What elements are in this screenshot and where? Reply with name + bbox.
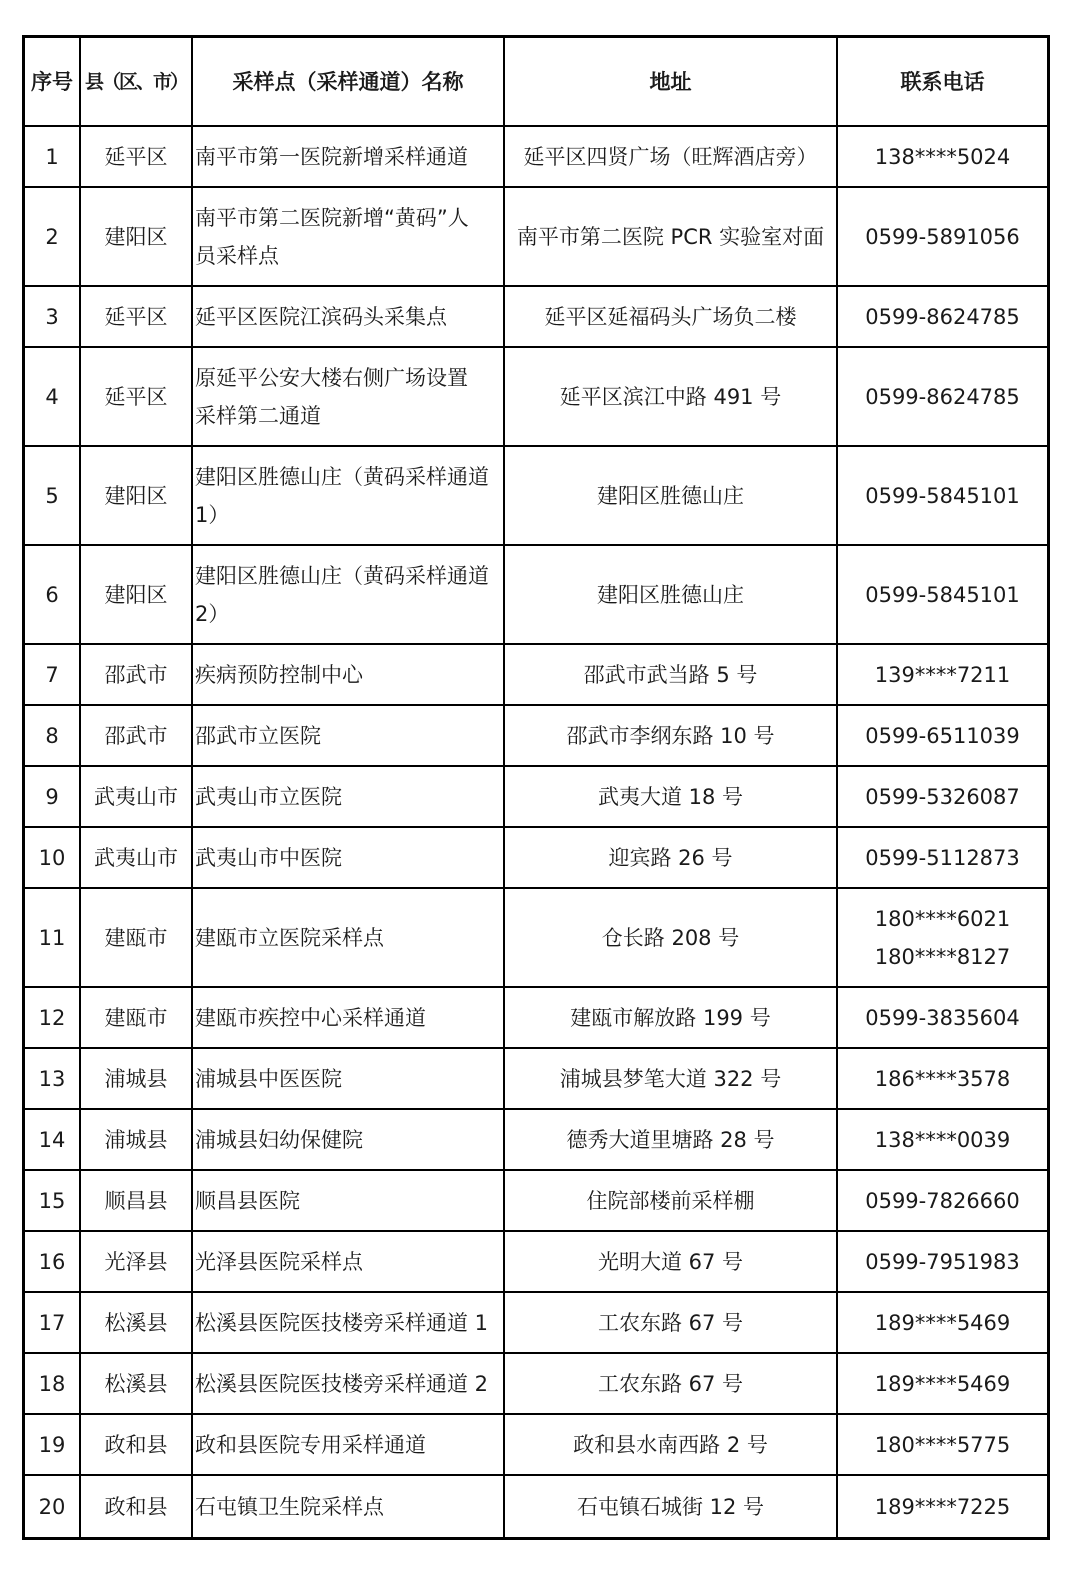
row-index: 10 bbox=[38, 845, 66, 870]
table-row bbox=[25, 706, 1047, 767]
row-phone-line: 0599-8624785 bbox=[865, 384, 1020, 409]
header-address-label: 地址 bbox=[649, 69, 692, 94]
table-row bbox=[25, 828, 1047, 889]
row-phone-line: 189****5469 bbox=[874, 1371, 1011, 1396]
row-site-name-line: 浦城县妇幼保健院 bbox=[195, 1127, 363, 1152]
row-index: 5 bbox=[45, 483, 59, 508]
cell-county bbox=[81, 188, 193, 285]
cell-phone bbox=[838, 645, 1047, 704]
cell-address bbox=[505, 1171, 838, 1230]
row-phone-line: 0599-6511039 bbox=[865, 723, 1020, 748]
cell-county bbox=[81, 127, 193, 186]
cell-site-name bbox=[193, 348, 505, 445]
row-address: 住院部楼前采样棚 bbox=[586, 1188, 755, 1213]
table-row bbox=[25, 767, 1047, 828]
cell-address bbox=[505, 546, 838, 643]
row-site-name-line: 建瓯市疾控中心采样通道 bbox=[195, 1005, 426, 1030]
cell-phone bbox=[838, 889, 1047, 986]
table-row bbox=[25, 188, 1047, 287]
row-site-name-line: 松溪县医院医技楼旁采样通道 1 bbox=[195, 1310, 489, 1335]
cell-phone bbox=[838, 1293, 1047, 1352]
cell-site-name bbox=[193, 889, 505, 986]
row-index: 4 bbox=[45, 384, 59, 409]
cell-phone bbox=[838, 1415, 1047, 1474]
cell-phone bbox=[838, 767, 1047, 826]
cell-site-name bbox=[193, 1293, 505, 1352]
row-index: 1 bbox=[45, 144, 59, 169]
row-address: 武夷大道 18 号 bbox=[597, 784, 744, 809]
row-county: 邵武市 bbox=[104, 662, 168, 687]
cell-index bbox=[25, 447, 81, 544]
table-row bbox=[25, 1110, 1047, 1171]
row-index: 2 bbox=[45, 224, 59, 249]
header-phone-label: 联系电话 bbox=[900, 69, 985, 94]
cell-address bbox=[505, 127, 838, 186]
row-county: 松溪县 bbox=[104, 1310, 168, 1335]
cell-index bbox=[25, 1049, 81, 1108]
cell-site-name bbox=[193, 828, 505, 887]
row-site-name-line: 疾病预防控制中心 bbox=[195, 662, 363, 687]
row-county: 延平区 bbox=[104, 144, 168, 169]
row-county: 松溪县 bbox=[104, 1371, 168, 1396]
cell-phone bbox=[838, 1232, 1047, 1291]
row-county: 建阳区 bbox=[104, 582, 168, 607]
cell-county bbox=[81, 447, 193, 544]
header-address bbox=[505, 38, 838, 125]
sampling-sites-table bbox=[22, 35, 1050, 1540]
cell-index bbox=[25, 988, 81, 1047]
header-site-name bbox=[193, 38, 505, 125]
row-index: 20 bbox=[38, 1494, 66, 1519]
table-row bbox=[25, 1171, 1047, 1232]
cell-index bbox=[25, 1293, 81, 1352]
row-address: 建阳区胜德山庄 bbox=[597, 582, 744, 607]
cell-county bbox=[81, 1415, 193, 1474]
cell-site-name bbox=[193, 1476, 505, 1537]
row-index: 6 bbox=[45, 582, 59, 607]
row-address: 建瓯市解放路 199 号 bbox=[570, 1005, 771, 1030]
cell-address bbox=[505, 1049, 838, 1108]
cell-index bbox=[25, 188, 81, 285]
row-county: 延平区 bbox=[104, 384, 168, 409]
table-row bbox=[25, 1049, 1047, 1110]
cell-site-name bbox=[193, 188, 505, 285]
cell-site-name bbox=[193, 706, 505, 765]
row-phone-line: 0599-3835604 bbox=[865, 1005, 1020, 1030]
cell-site-name bbox=[193, 1049, 505, 1108]
row-index: 3 bbox=[45, 304, 59, 329]
row-site-name-line: 延平区医院江滨码头采集点 bbox=[195, 304, 447, 329]
row-site-name-line: 光泽县医院采样点 bbox=[195, 1249, 363, 1274]
row-index: 16 bbox=[38, 1249, 66, 1274]
row-index: 7 bbox=[45, 662, 59, 687]
row-phone-line: 0599-5891056 bbox=[865, 224, 1020, 249]
cell-site-name bbox=[193, 1232, 505, 1291]
table-row bbox=[25, 287, 1047, 348]
row-site-name-line: 建阳区胜德山庄（黄码采样通道 bbox=[195, 563, 489, 588]
cell-phone bbox=[838, 127, 1047, 186]
row-phone-line: 180****5775 bbox=[874, 1432, 1011, 1457]
cell-index bbox=[25, 546, 81, 643]
cell-index bbox=[25, 645, 81, 704]
header-county bbox=[81, 38, 193, 125]
cell-county bbox=[81, 706, 193, 765]
row-phone-line: 186****3578 bbox=[874, 1066, 1011, 1091]
row-phone-line: 0599-7951983 bbox=[865, 1249, 1020, 1274]
cell-county bbox=[81, 1476, 193, 1537]
cell-index bbox=[25, 1354, 81, 1413]
row-address: 工农东路 67 号 bbox=[597, 1371, 744, 1396]
header-county-label: 县（区、市） bbox=[84, 70, 187, 93]
cell-site-name bbox=[193, 1110, 505, 1169]
row-address: 延平区滨江中路 491 号 bbox=[559, 384, 782, 409]
row-phone-line: 189****5469 bbox=[874, 1310, 1011, 1335]
cell-address bbox=[505, 767, 838, 826]
cell-index bbox=[25, 1171, 81, 1230]
row-phone-line: 138****5024 bbox=[874, 144, 1011, 169]
row-site-name-line: 武夷山市立医院 bbox=[195, 784, 342, 809]
row-index: 8 bbox=[45, 723, 59, 748]
table-row bbox=[25, 127, 1047, 188]
cell-site-name bbox=[193, 1415, 505, 1474]
row-county: 邵武市 bbox=[104, 723, 168, 748]
header-index bbox=[25, 38, 81, 125]
cell-site-name bbox=[193, 287, 505, 346]
cell-phone bbox=[838, 546, 1047, 643]
cell-address bbox=[505, 1415, 838, 1474]
row-county: 浦城县 bbox=[104, 1127, 168, 1152]
row-index: 9 bbox=[45, 784, 59, 809]
row-county: 延平区 bbox=[104, 304, 168, 329]
table-row bbox=[25, 1293, 1047, 1354]
row-site-name-line: 建瓯市立医院采样点 bbox=[195, 925, 384, 950]
cell-index bbox=[25, 1232, 81, 1291]
row-address: 延平区四贤广场（旺辉酒店旁） bbox=[523, 144, 818, 169]
table-row bbox=[25, 348, 1047, 447]
cell-county bbox=[81, 767, 193, 826]
row-site-name-line: 南平市第二医院新增“黄码”人 bbox=[195, 205, 469, 230]
cell-site-name bbox=[193, 645, 505, 704]
row-phone-line: 0599-5112873 bbox=[865, 845, 1020, 870]
cell-county bbox=[81, 546, 193, 643]
cell-address bbox=[505, 645, 838, 704]
row-site-name-line: 邵武市立医院 bbox=[195, 723, 321, 748]
row-county: 政和县 bbox=[104, 1432, 168, 1457]
row-site-name-line: 建阳区胜德山庄（黄码采样通道 bbox=[195, 464, 489, 489]
cell-site-name bbox=[193, 546, 505, 643]
row-address: 工农东路 67 号 bbox=[597, 1310, 744, 1335]
cell-phone bbox=[838, 287, 1047, 346]
row-county: 武夷山市 bbox=[94, 845, 178, 870]
cell-county bbox=[81, 287, 193, 346]
row-phone-line: 139****7211 bbox=[874, 662, 1011, 687]
table-row bbox=[25, 447, 1047, 546]
row-county: 建瓯市 bbox=[104, 1005, 168, 1030]
cell-phone bbox=[838, 447, 1047, 544]
row-address: 浦城县梦笔大道 322 号 bbox=[559, 1066, 782, 1091]
row-index: 19 bbox=[38, 1432, 66, 1457]
row-county: 浦城县 bbox=[104, 1066, 168, 1091]
row-index: 13 bbox=[38, 1066, 66, 1091]
row-phone-line: 180****8127 bbox=[874, 944, 1011, 969]
cell-index bbox=[25, 706, 81, 765]
cell-phone bbox=[838, 188, 1047, 285]
cell-address bbox=[505, 1293, 838, 1352]
row-site-name-line: 顺昌县医院 bbox=[195, 1188, 300, 1213]
row-phone-line: 138****0039 bbox=[874, 1127, 1011, 1152]
row-phone-line: 0599-7826660 bbox=[865, 1188, 1020, 1213]
cell-county bbox=[81, 1293, 193, 1352]
cell-site-name bbox=[193, 988, 505, 1047]
cell-county bbox=[81, 348, 193, 445]
row-phone-line: 0599-5845101 bbox=[865, 483, 1020, 508]
table-row bbox=[25, 988, 1047, 1049]
cell-site-name bbox=[193, 447, 505, 544]
row-county: 建阳区 bbox=[104, 483, 168, 508]
cell-county bbox=[81, 889, 193, 986]
row-index: 15 bbox=[38, 1188, 66, 1213]
cell-address bbox=[505, 706, 838, 765]
cell-county bbox=[81, 1110, 193, 1169]
row-phone-line: 189****7225 bbox=[874, 1494, 1011, 1519]
header-index-label: 序号 bbox=[31, 69, 73, 94]
cell-address bbox=[505, 1476, 838, 1537]
row-address: 南平市第二医院 PCR 实验室对面 bbox=[516, 224, 825, 249]
row-address: 石屯镇石城街 12 号 bbox=[576, 1494, 765, 1519]
row-address: 光明大道 67 号 bbox=[597, 1249, 744, 1274]
cell-phone bbox=[838, 348, 1047, 445]
table-row bbox=[25, 1232, 1047, 1293]
row-county: 政和县 bbox=[104, 1494, 168, 1519]
row-phone-line: 180****6021 bbox=[874, 906, 1011, 931]
cell-phone bbox=[838, 1049, 1047, 1108]
cell-site-name bbox=[193, 1171, 505, 1230]
cell-phone bbox=[838, 706, 1047, 765]
cell-index bbox=[25, 1476, 81, 1537]
cell-phone bbox=[838, 1171, 1047, 1230]
cell-county bbox=[81, 828, 193, 887]
row-index: 11 bbox=[38, 925, 66, 950]
cell-index bbox=[25, 767, 81, 826]
row-site-name-line: 武夷山市中医院 bbox=[195, 845, 342, 870]
cell-county bbox=[81, 988, 193, 1047]
row-index: 14 bbox=[38, 1127, 66, 1152]
cell-site-name bbox=[193, 1354, 505, 1413]
row-site-name-line: 政和县医院专用采样通道 bbox=[195, 1432, 426, 1457]
row-address: 政和县水南西路 2 号 bbox=[573, 1432, 768, 1457]
row-address: 德秀大道里塘路 28 号 bbox=[566, 1127, 775, 1152]
row-address: 延平区延福码头广场负二楼 bbox=[544, 304, 797, 329]
row-site-name-line: 2） bbox=[195, 601, 230, 626]
cell-county bbox=[81, 1171, 193, 1230]
cell-index bbox=[25, 1415, 81, 1474]
row-site-name-line: 南平市第一医院新增采样通道 bbox=[195, 144, 468, 169]
cell-site-name bbox=[193, 767, 505, 826]
cell-phone bbox=[838, 828, 1047, 887]
cell-phone bbox=[838, 1476, 1047, 1537]
row-site-name-line: 原延平公安大楼右侧广场设置 bbox=[195, 365, 468, 390]
header-site-name-label: 采样点（采样通道）名称 bbox=[232, 69, 464, 94]
cell-address bbox=[505, 1232, 838, 1291]
table-header-row bbox=[25, 38, 1047, 127]
table-row bbox=[25, 546, 1047, 645]
row-phone-line: 0599-8624785 bbox=[865, 304, 1020, 329]
cell-index bbox=[25, 287, 81, 346]
row-county: 光泽县 bbox=[104, 1249, 168, 1274]
cell-county bbox=[81, 645, 193, 704]
row-site-name-line: 松溪县医院医技楼旁采样通道 2 bbox=[195, 1371, 489, 1396]
cell-index bbox=[25, 127, 81, 186]
row-address: 仓长路 208 号 bbox=[601, 925, 740, 950]
row-index: 18 bbox=[38, 1371, 66, 1396]
cell-phone bbox=[838, 1110, 1047, 1169]
row-address: 邵武市李纲东路 10 号 bbox=[566, 723, 775, 748]
cell-county bbox=[81, 1232, 193, 1291]
table-row bbox=[25, 645, 1047, 706]
row-index: 12 bbox=[38, 1005, 66, 1030]
row-index: 17 bbox=[38, 1310, 66, 1335]
cell-address bbox=[505, 988, 838, 1047]
row-site-name-line: 采样第二通道 bbox=[195, 403, 321, 428]
cell-county bbox=[81, 1354, 193, 1413]
row-address: 邵武市武当路 5 号 bbox=[583, 662, 758, 687]
row-county: 武夷山市 bbox=[94, 784, 178, 809]
row-site-name-line: 浦城县中医医院 bbox=[195, 1066, 342, 1091]
row-phone-line: 0599-5845101 bbox=[865, 582, 1020, 607]
cell-index bbox=[25, 1110, 81, 1169]
row-site-name-line: 1） bbox=[195, 502, 230, 527]
cell-address bbox=[505, 188, 838, 285]
table-row bbox=[25, 889, 1047, 988]
row-county: 建阳区 bbox=[104, 224, 168, 249]
header-phone bbox=[838, 38, 1047, 125]
cell-phone bbox=[838, 1354, 1047, 1413]
table-row bbox=[25, 1476, 1047, 1537]
cell-phone bbox=[838, 988, 1047, 1047]
cell-address bbox=[505, 1354, 838, 1413]
row-county: 建瓯市 bbox=[104, 925, 168, 950]
row-phone-line: 0599-5326087 bbox=[865, 784, 1020, 809]
cell-county bbox=[81, 1049, 193, 1108]
table-row bbox=[25, 1415, 1047, 1476]
row-county: 顺昌县 bbox=[104, 1188, 168, 1213]
cell-address bbox=[505, 1110, 838, 1169]
cell-address bbox=[505, 447, 838, 544]
row-address: 建阳区胜德山庄 bbox=[597, 483, 744, 508]
cell-address bbox=[505, 828, 838, 887]
cell-index bbox=[25, 348, 81, 445]
row-site-name-line: 员采样点 bbox=[195, 243, 279, 268]
cell-site-name bbox=[193, 127, 505, 186]
cell-address bbox=[505, 889, 838, 986]
cell-index bbox=[25, 889, 81, 986]
cell-address bbox=[505, 348, 838, 445]
table-row bbox=[25, 1354, 1047, 1415]
cell-address bbox=[505, 287, 838, 346]
cell-index bbox=[25, 828, 81, 887]
row-site-name-line: 石屯镇卫生院采样点 bbox=[195, 1494, 384, 1519]
row-address: 迎宾路 26 号 bbox=[608, 845, 733, 870]
